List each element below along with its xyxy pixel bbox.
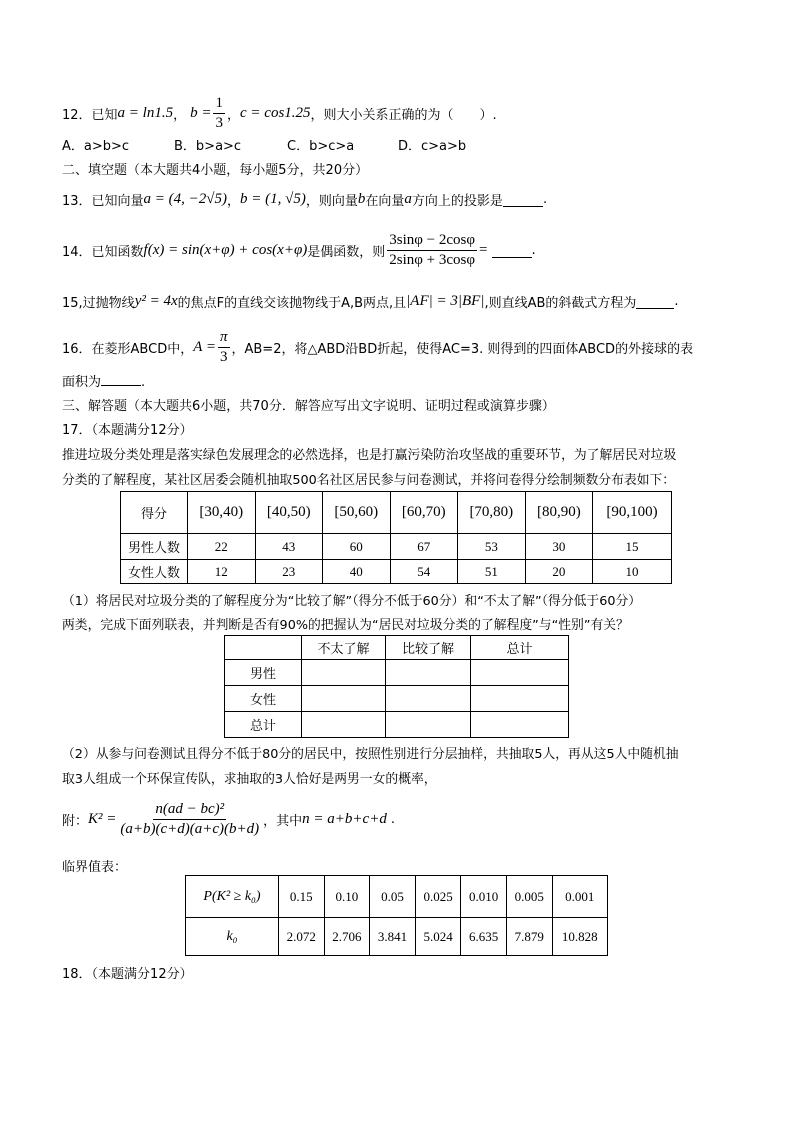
score-table-cell: 30 xyxy=(525,534,593,560)
contingency-blank-cell[interactable] xyxy=(471,712,569,738)
contingency-row-female xyxy=(225,686,569,712)
score-table-cell: 51 xyxy=(458,560,526,584)
score-table-cell: 20 xyxy=(525,560,593,584)
q16-part1: 16．在菱形ABCD中， xyxy=(62,341,194,357)
crit-cell: 6.635 xyxy=(461,918,507,956)
crit-row1-label: P(K² ≥ k₀) xyxy=(186,876,279,918)
contingency-blank-cell[interactable] xyxy=(302,660,386,686)
q16-part3: 面积为 xyxy=(62,375,102,390)
contingency-header-row xyxy=(225,636,569,660)
score-table-row-male xyxy=(121,534,672,560)
contingency-table xyxy=(224,635,569,738)
contingency-header-cell: 不太了解 xyxy=(302,636,386,660)
q13-vector-a: a = (4, −2√5) xyxy=(143,190,228,207)
score-table-header-cell: 得分 xyxy=(121,492,188,534)
score-table-cell: 22 xyxy=(188,534,256,560)
contingency-row-label: 男性 xyxy=(225,660,302,686)
q12-b-fraction xyxy=(213,95,225,132)
crit-cell: 0.15 xyxy=(279,876,325,918)
q17-intro-line1: 推进垃圾分类处理是落实绿色发展理念的必然选择，也是打赢污染防治攻坚战的重要环节，为了解居民对垃圾 xyxy=(62,448,677,463)
q13-b: b xyxy=(357,190,366,207)
q12-option-c: C．b>c>a xyxy=(287,139,355,154)
q15-part1: 15,过抛物线 xyxy=(62,295,135,311)
q17-part1-line1: （1）将居民对垃圾分类的了解程度分为“比较了解”（得分不低于60分）和“不太了解”（得分低于60分） xyxy=(62,594,642,609)
crit-cell: 0.05 xyxy=(370,876,416,918)
crit-cell: 5.024 xyxy=(415,918,461,956)
crit-cell: 2.072 xyxy=(279,918,325,956)
score-frequency-table xyxy=(120,491,672,584)
critical-value-table xyxy=(185,875,608,956)
score-table-cell: 40 xyxy=(323,560,391,584)
q14-numerator: 3sinφ − 2cosφ xyxy=(387,232,477,251)
score-table-cell: 女性人数 xyxy=(121,560,188,584)
score-table-cell: 12 xyxy=(188,560,256,584)
q14-part2: 是偶函数，则 xyxy=(307,244,386,260)
crit-cell: 7.879 xyxy=(506,918,552,956)
contingency-blank-cell[interactable] xyxy=(386,660,471,686)
crit-cell: 0.010 xyxy=(461,876,507,918)
score-table-cell: 男性人数 xyxy=(121,534,188,560)
crit-row-k0 xyxy=(186,918,608,956)
q12-c-expr: c = cos1.25 xyxy=(240,104,311,121)
crit-cell: 0.005 xyxy=(506,876,552,918)
q17-part2-line1: （2）从参与问卷测试且得分不低于80分的居民中，按照性别进行分层抽样，共抽取5人，再从这5人中随机抽 xyxy=(62,747,679,762)
q13-part1: 13．已知向量 xyxy=(62,193,144,209)
q12-sep1: ， xyxy=(173,107,187,123)
score-table-cell: 54 xyxy=(390,560,458,584)
score-table-cell: 43 xyxy=(255,534,323,560)
contingency-header-cell: 总计 xyxy=(471,636,569,660)
q13-part3: ，则向量 xyxy=(305,193,358,209)
q16-angle-fraction xyxy=(218,329,230,366)
contingency-blank-cell[interactable] xyxy=(471,660,569,686)
score-table-header-cell: [70,80) xyxy=(458,492,526,534)
q12-a-expr: a = ln1.5 xyxy=(117,104,174,121)
crit-row-probability xyxy=(186,876,608,918)
q18-title: 18．（本题满分12分） xyxy=(62,967,193,982)
q15-condition: |AF| = 3|BF| xyxy=(406,292,485,309)
score-table-header-cell: [40,50) xyxy=(255,492,323,534)
score-table-header-cell: [80,90) xyxy=(525,492,593,534)
q12-sep2: ， xyxy=(226,107,240,123)
q12-option-d: D．c>a>b xyxy=(398,139,467,154)
q16-angle-lhs: A = xyxy=(193,338,216,355)
q12-b-lhs: b = xyxy=(190,104,212,121)
score-table-header-row xyxy=(121,492,672,534)
q16-line2 xyxy=(62,371,145,390)
q14-answer-blank[interactable] xyxy=(492,243,532,258)
q16-part2: ，AB=2，将△ABD沿BD折起，使得AC=3. 则得到的四面体ABCD的外接球的表 xyxy=(231,341,694,357)
crit-cell: 0.025 xyxy=(415,876,461,918)
score-table-row-female xyxy=(121,560,672,584)
crit-cell: 3.841 xyxy=(370,918,416,956)
q15-part2: 的焦点F的直线交该抛物线于A,B两点,且 xyxy=(177,295,407,311)
q14-function: f(x) = sin(x+φ) + cos(x+φ) xyxy=(143,241,308,258)
q16-angle-numerator: π xyxy=(218,329,230,348)
critical-value-label: 临界值表： xyxy=(62,860,128,875)
q17-part1-line2: 两类，完成下面列联表，并判断是否有90%的把握认为“居民对垃圾分类的了解程度”与“性别”有关？ xyxy=(62,618,629,633)
crit-cell: 2.706 xyxy=(324,918,370,956)
question-12 xyxy=(62,93,497,133)
contingency-row-label: 女性 xyxy=(225,686,302,712)
q16-answer-blank[interactable] xyxy=(101,373,141,386)
q13-part2: ， xyxy=(227,193,241,209)
formula-fraction xyxy=(118,801,261,838)
contingency-row-label: 总计 xyxy=(225,712,302,738)
q12-option-b: B．b>a>c xyxy=(174,139,242,154)
contingency-row-male xyxy=(225,660,569,686)
contingency-blank-cell[interactable] xyxy=(302,712,386,738)
contingency-row-total xyxy=(225,712,569,738)
contingency-header-cell: 比较了解 xyxy=(386,636,471,660)
score-table-header-cell: [60,70) xyxy=(390,492,458,534)
section-2-heading: 二、填空题（本大题共4小题，每小题5分，共20分） xyxy=(62,163,369,178)
q13-vector-b: b = (1, √5) xyxy=(240,190,306,207)
score-table-header-cell: [90,100) xyxy=(593,492,672,534)
formula-lhs: K² = xyxy=(88,810,117,827)
section-3-heading: 三、解答题（本大题共6小题，共70分．解答应写出文字说明、证明过程或演算步骤） xyxy=(62,399,555,414)
q15-answer-blank[interactable] xyxy=(636,294,674,309)
formula-n: n = a+b+c+d xyxy=(302,810,387,827)
q14-part1: 14．已知函数 xyxy=(62,244,144,260)
q17-title: 17．（本题满分12分） xyxy=(62,423,193,438)
q13-a: a xyxy=(404,190,412,207)
q15-curve: y² = 4x xyxy=(134,292,178,309)
contingency-blank-cell[interactable] xyxy=(471,686,569,712)
score-table-header-cell: [50,60) xyxy=(323,492,391,534)
question-13 xyxy=(62,185,547,213)
q12-b-denominator: 3 xyxy=(215,114,223,131)
q12-b-numerator: 1 xyxy=(213,95,225,114)
score-table-cell: 23 xyxy=(255,560,323,584)
q13-part4: 在向量 xyxy=(365,193,405,209)
q14-equals: = xyxy=(479,241,488,258)
formula-suffix: ，其中 xyxy=(263,813,303,829)
contingency-blank-cell[interactable] xyxy=(302,686,386,712)
formula-numerator: n(ad − bc)² xyxy=(153,801,226,820)
score-table-cell: 67 xyxy=(390,534,458,560)
q15-part3: ,则直线AB的斜截式方程为 xyxy=(484,295,637,311)
q14-denominator: 2sinφ + 3cosφ xyxy=(389,251,476,268)
crit-row2-label: k₀ xyxy=(186,918,279,956)
q17-part2-line2: 取3人组成一个环保宣传队，求抽取的3人恰好是两男一女的概率， xyxy=(62,772,437,787)
q12-stem-a: 12．已知 xyxy=(62,107,118,123)
q13-part5: 方向上的投影是 xyxy=(411,193,503,209)
crit-cell: 0.001 xyxy=(552,876,607,918)
score-table-header-cell: [30,40) xyxy=(188,492,256,534)
question-14 xyxy=(62,228,536,272)
q12-option-a: A．a>b>c xyxy=(62,139,130,154)
crit-cell: 10.828 xyxy=(552,918,607,956)
q13-part6: . xyxy=(542,191,548,207)
question-16 xyxy=(62,327,693,367)
q14-part3: . xyxy=(531,242,536,258)
question-15 xyxy=(62,288,679,314)
q12-stem-b: ，则大小关系正确的为（ ）. xyxy=(310,107,497,123)
contingency-blank-cell[interactable] xyxy=(386,686,471,712)
k-squared-formula xyxy=(62,797,395,841)
score-table-cell: 60 xyxy=(323,534,391,560)
score-table-cell: 15 xyxy=(593,534,672,560)
contingency-header-cell xyxy=(225,636,302,660)
formula-denominator: (a+b)(c+d)(a+c)(b+d) xyxy=(120,820,260,837)
q17-intro-line2: 分类的了解程度，某社区居委会随机抽取500名社区居民参与问卷测试，并将问卷得分绘制频数分布表如下： xyxy=(62,473,676,488)
q13-answer-blank[interactable] xyxy=(503,192,543,207)
score-table-cell: 53 xyxy=(458,534,526,560)
formula-end: . xyxy=(390,811,395,827)
contingency-blank-cell[interactable] xyxy=(386,712,471,738)
q14-fraction xyxy=(387,232,477,269)
crit-cell: 0.10 xyxy=(324,876,370,918)
score-table-cell: 10 xyxy=(593,560,672,584)
q16-part4: . xyxy=(141,375,146,390)
formula-prefix: 附： xyxy=(62,813,89,829)
q16-angle-denominator: 3 xyxy=(219,348,228,365)
q15-part4: . xyxy=(674,293,679,309)
